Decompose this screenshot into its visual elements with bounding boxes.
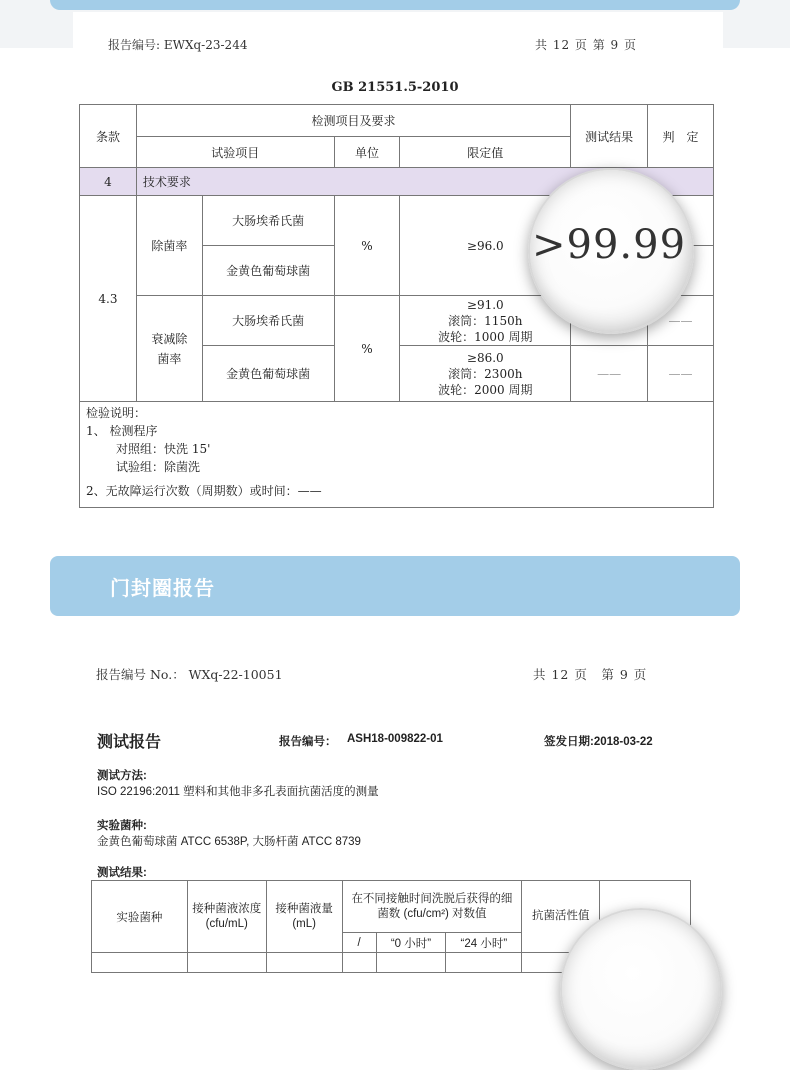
limit-86-pulsator: 波轮：2000 周期 (438, 382, 533, 397)
notes-item1: 1、 检测程序 (86, 424, 158, 438)
limit-91-drum: 滚筒：1150h (448, 313, 523, 328)
r2-col-activity: 抗菌活性值 (522, 881, 600, 953)
unit-percent-2: % (334, 296, 400, 402)
limit-86-value: ≥86.0 (466, 350, 504, 365)
r2-col-counts: 在不同接触时间洗脱后获得的细菌数 (cfu/cm²) 对数值 (342, 881, 522, 933)
decay-rate-label: 衰减除 菌率 (136, 296, 202, 402)
r2-col-inoculum-conc: 接种菌液浓度 (cfu/mL) (187, 881, 266, 953)
limit-96: ≥96.0 (400, 196, 571, 296)
inspection-notes (80, 402, 714, 508)
report2-page-count: 共 12 页 第 9 页 (533, 667, 648, 682)
removal-rate-label: 除菌率 (136, 196, 202, 296)
row4-clause: 4 (80, 168, 137, 196)
limit-86-drum: 滚筒：2300h (448, 366, 523, 381)
ecoli-label-2: 大肠埃希氏菌 (202, 296, 334, 346)
limit-91 (400, 296, 571, 346)
col-test-item: 试验项目 (136, 137, 334, 168)
judge-dash-4: —— (648, 346, 714, 402)
r2-col-strain: 实验菌种 (92, 881, 188, 953)
r2-col-0h: “0 小时” (376, 933, 446, 953)
staph-label: 金黄色葡萄球菌 (202, 246, 334, 296)
limit-91-pulsator: 波轮：1000 周期 (438, 329, 533, 344)
report2-number: 报告编号 No.： WXq-22-10051 (96, 667, 283, 682)
unit-percent: % (334, 196, 400, 296)
notes-title: 检验说明： (86, 406, 147, 420)
strains-text: 金黄色葡萄球菌 ATCC 6538P, 大肠杆菌 ATCC 8739 (97, 836, 361, 848)
method-text: ISO 22196:2011 塑料和其他非多孔表面抗菌活度的测量 (97, 786, 379, 798)
limit-91-value: ≥91.0 (466, 297, 504, 312)
report1-page-count: 共 12 页 第 9 页 (535, 38, 637, 52)
r2-row-cell (446, 953, 522, 973)
row43-clause: 4.3 (80, 196, 137, 402)
report1-standard: GB 21551.5-2010 (331, 80, 459, 95)
magnified-result: >99.99 (531, 222, 687, 268)
staph-label-2: 金黄色葡萄球菌 (202, 346, 334, 402)
method-label: 测试方法: (97, 770, 147, 782)
report2-code-label: 报告编号： (279, 736, 337, 748)
r2-col-24h: “24 小时” (446, 933, 522, 953)
strains-label: 实验菌种: (97, 820, 147, 832)
r2-row-cell (266, 953, 342, 973)
result-dash-4: —— (571, 346, 648, 402)
report2-issue-date: 签发日期:2018-03-22 (544, 736, 653, 748)
r2-row-cell (342, 953, 376, 973)
notes-control: 对照组：快洗 15' (116, 442, 211, 456)
row4-label: 技术要求 (136, 168, 713, 196)
col-unit: 单位 (334, 137, 400, 168)
col-limit: 限定值 (400, 137, 571, 168)
r2-row-cell (187, 953, 266, 973)
r2-col-inoculum-vol: 接种菌液量(mL) (266, 881, 342, 953)
col-items-requirements: 检测项目及要求 (136, 105, 570, 137)
magnifier-lens-2 (560, 908, 722, 1070)
section-title: 门封圈报告 (110, 578, 215, 600)
r2-row-cell (376, 953, 446, 973)
r2-row-cell (92, 953, 188, 973)
judge-dash-3: —— (648, 296, 714, 346)
notes-test: 试验组：除菌洗 (116, 460, 201, 474)
report2-heading: 测试报告 (97, 734, 162, 751)
top-banner-edge (50, 0, 740, 10)
col-test-result: 测试结果 (571, 105, 648, 168)
report1-number: 报告编号: EWXq-23-244 (108, 38, 248, 52)
report2-code: ASH18-009822-01 (347, 733, 443, 745)
ecoli-label: 大肠埃希氏菌 (202, 196, 334, 246)
col-clause: 条款 (80, 105, 137, 168)
r2-col-slash: / (342, 933, 376, 953)
col-judgement: 判 定 (648, 105, 714, 168)
results-label: 测试结果: (97, 867, 147, 879)
notes-item2: 2、无故障运行次数（周期数）或时间：—— (86, 484, 322, 498)
limit-86 (400, 346, 571, 402)
